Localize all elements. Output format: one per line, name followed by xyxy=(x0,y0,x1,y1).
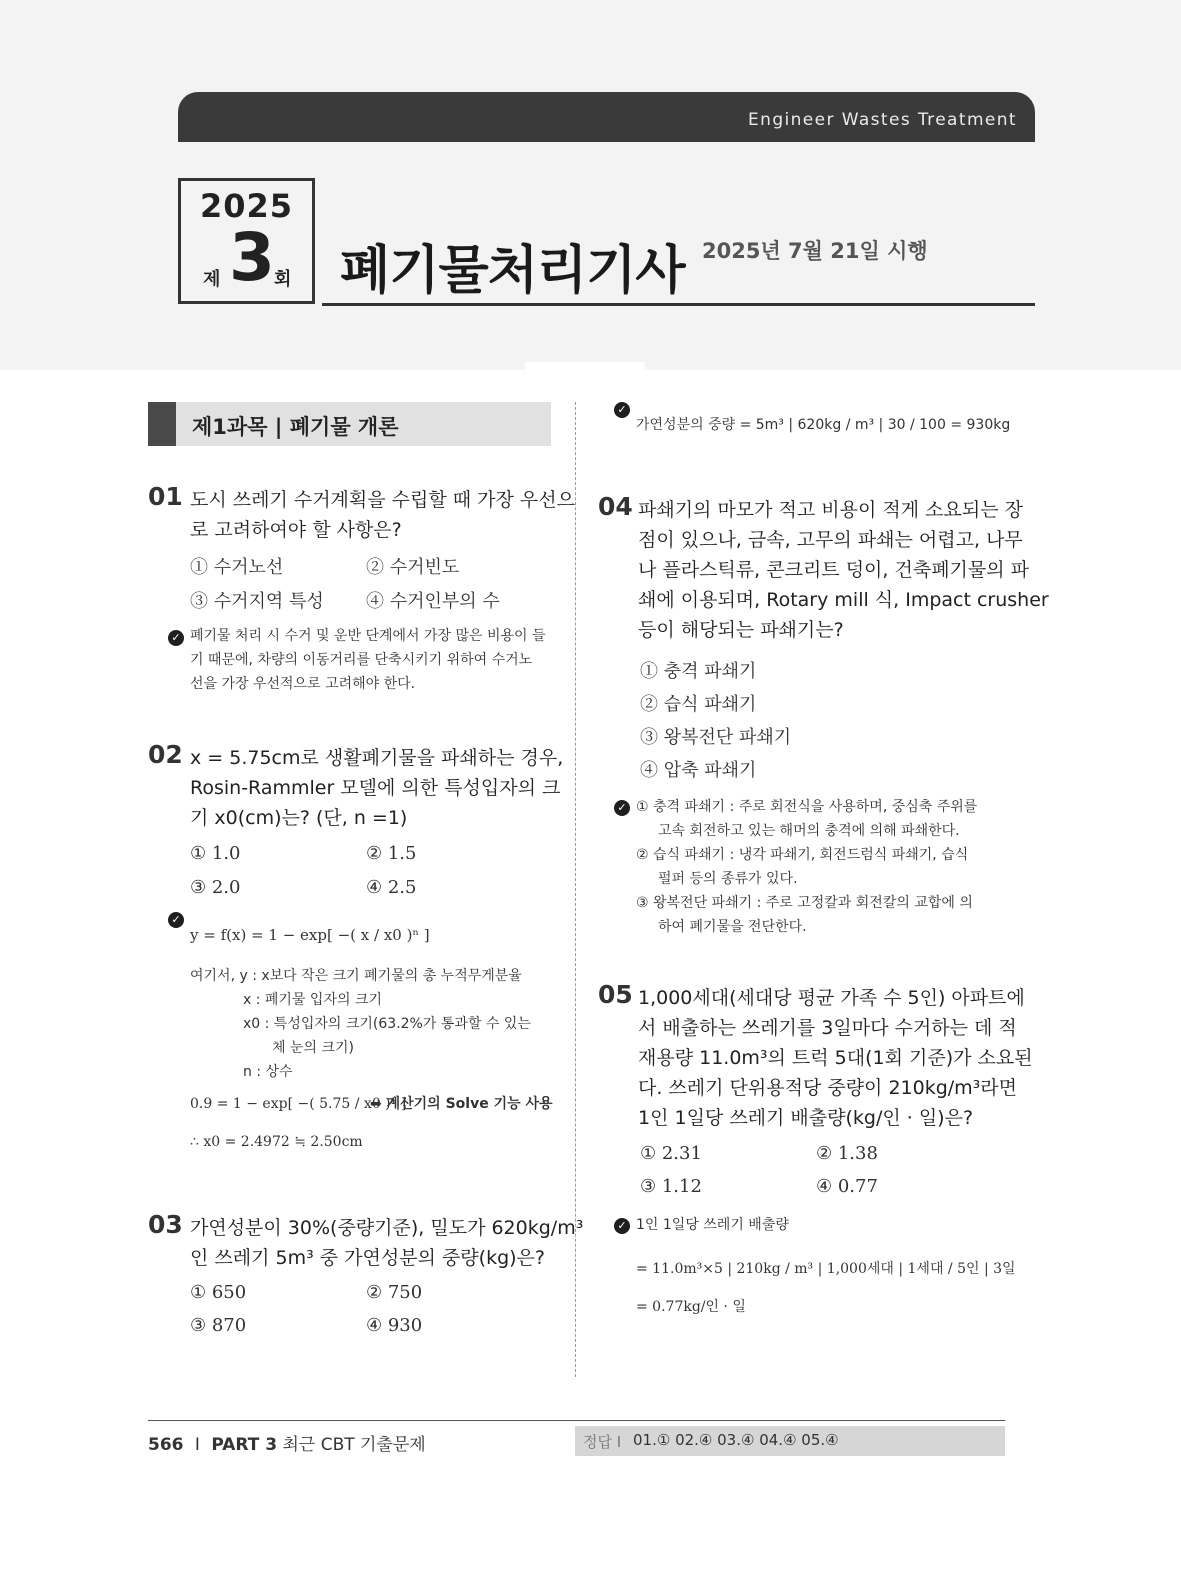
answer-option[interactable]: ③ 2.0 xyxy=(190,877,241,898)
answer-option[interactable]: ④ 0.77 xyxy=(816,1176,878,1197)
solve-note: ➡ 계산기의 Solve 기능 사용 xyxy=(370,1096,553,1112)
result: ∴ x0 = 2.4972 ≒ 2.50cm xyxy=(190,1134,363,1150)
explanation-line: 펄퍼 등의 종류가 있다. xyxy=(658,871,798,887)
answer-option[interactable]: ④ 압축 파쇄기 xyxy=(640,760,757,781)
definition-line: 체 눈의 크기) xyxy=(272,1040,354,1056)
part-label: PART 3 xyxy=(211,1435,278,1455)
answer-option[interactable]: ④ 2.5 xyxy=(366,877,417,898)
formula: 가연성분의 중량 = 5m³ | 620kg / m³ | 30 / 100 = 930kg xyxy=(636,417,1011,433)
answer-option[interactable]: ① 2.31 xyxy=(640,1143,702,1164)
question-text-line: 재용량 11.0m³의 트럭 5대(1회 기준)가 소요된 xyxy=(638,1047,1033,1069)
answer-option[interactable]: ③ 왕복전단 파쇄기 xyxy=(640,727,792,748)
answer-option[interactable]: ③ 수거지역 특성 xyxy=(190,591,324,612)
check-icon: ✓ xyxy=(168,912,184,928)
exam-suffix: 회 xyxy=(274,269,292,290)
check-icon: ✓ xyxy=(614,800,630,816)
question-text-line: 도시 쓰레기 수거계획을 수립할 때 가장 우선으 xyxy=(190,489,575,511)
exam-round-box xyxy=(178,178,315,304)
formula: = 11.0m³×5 | 210kg / m³ | 1,000세대 | 1세대 / 5인 | 3일 xyxy=(636,1261,1016,1277)
question-text-line: 1인 1일당 쓰레기 배출량(kg/인 · 일)은? xyxy=(638,1107,974,1129)
question-text-line: 가연성분이 30%(중량기준), 밀도가 620kg/m³ xyxy=(190,1217,584,1239)
footer-rule xyxy=(148,1420,1005,1421)
question-text-line: 기 x0(cm)는? (단, n =1) xyxy=(190,807,408,829)
section-title: 제1과목 | 폐기물 개론 xyxy=(192,415,399,439)
check-icon: ✓ xyxy=(614,1218,630,1234)
answer-option[interactable]: ① 충격 파쇄기 xyxy=(640,661,757,682)
question-number: 01 xyxy=(148,482,183,511)
answer-option[interactable]: ④ 수거인부의 수 xyxy=(366,591,500,612)
series-title: Engineer Wastes Treatment xyxy=(748,110,1017,130)
question-text-line: 서 배출하는 쓰레기를 3일마다 수거하는 데 적 xyxy=(638,1017,1017,1039)
question-text-line: 1,000세대(세대당 평균 가족 수 5인) 아파트에 xyxy=(638,987,1025,1009)
answer-option[interactable]: ③ 870 xyxy=(190,1315,247,1336)
check-icon: ✓ xyxy=(614,402,630,418)
explanation-line: ② 습식 파쇄기 : 냉각 파쇄기, 회전드럼식 파쇄기, 습식 xyxy=(636,847,969,863)
definition-line: n : 상수 xyxy=(243,1064,293,1080)
title-underline xyxy=(322,303,1035,306)
section-heading xyxy=(148,402,551,446)
page-number: 566 xyxy=(148,1435,184,1455)
answer-option[interactable]: ② 1.38 xyxy=(816,1143,878,1164)
explanation-line: ① 충격 파쇄기 : 주로 회전식을 사용하며, 중심축 주위를 xyxy=(636,799,978,815)
exam-year: 2025 xyxy=(199,187,294,225)
part-title: 최근 CBT 기출문제 xyxy=(282,1435,426,1455)
definition-line: x0 : 특성입자의 크기(63.2%가 통과할 수 있는 xyxy=(243,1016,531,1032)
result: = 0.77kg/인 · 일 xyxy=(636,1299,746,1315)
section-heading-bar xyxy=(148,402,176,446)
answer-option[interactable]: ② 1.5 xyxy=(366,843,417,864)
header-band-notch xyxy=(525,362,645,370)
question-text-line: 다. 쓰레기 단위용적당 중량이 210kg/m³라면 xyxy=(638,1077,1018,1099)
check-icon: ✓ xyxy=(168,630,184,646)
formula: y = f(x) = 1 − exp[ −( x / x0 )ⁿ ] xyxy=(190,926,430,944)
explanation-line: 선을 가장 우선적으로 고려해야 한다. xyxy=(190,676,416,692)
explanation-line: ③ 왕복전단 파쇄기 : 주로 고정칼과 회전칼의 교합에 의 xyxy=(636,895,973,911)
explanation-line: 고속 회전하고 있는 해머의 충격에 의해 파쇄한다. xyxy=(658,823,960,839)
answer-option[interactable]: ① 수거노선 xyxy=(190,557,284,578)
question-text-line: 파쇄기의 마모가 적고 비용이 적게 소요되는 장 xyxy=(638,499,1023,521)
question-number: 03 xyxy=(148,1210,183,1239)
exam-prefix: 제 xyxy=(203,269,221,290)
series-header-bar xyxy=(178,92,1035,142)
question-text-line: Rosin-Rammler 모델에 의한 특성입자의 크 xyxy=(190,777,561,799)
question-text-line: 인 쓰레기 5m³ 중 가연성분의 중량(kg)은? xyxy=(190,1247,545,1269)
exam-title: 폐기물처리기사 xyxy=(340,241,685,301)
question-text-line: 로 고려하여야 할 사항은? xyxy=(190,519,402,541)
question-text-line: 점이 있으나, 금속, 고무의 파쇄는 어렵고, 나무 xyxy=(638,529,1023,551)
footer-page-info xyxy=(148,1430,426,1455)
answer-option[interactable]: ③ 1.12 xyxy=(640,1176,702,1197)
answer-option[interactable]: ④ 930 xyxy=(366,1315,423,1336)
question-number: 02 xyxy=(148,740,183,769)
exam-date: 2025년 7월 21일 시행 xyxy=(702,239,928,263)
explanation-title: 1인 1일당 쓰레기 배출량 xyxy=(636,1217,789,1233)
question-text-line: x = 5.75cm로 생활폐기물을 파쇄하는 경우, xyxy=(190,747,564,769)
explanation-line: 기 때문에, 차량의 이동거리를 단축시키기 위하여 수거노 xyxy=(190,652,533,668)
explanation-line: 하여 폐기물을 전단한다. xyxy=(658,919,807,935)
question-number: 04 xyxy=(598,492,633,521)
footer-separator: I xyxy=(194,1435,200,1455)
question-text-line: 쇄에 이용되며, Rotary mill 식, Impact crusher xyxy=(638,589,1049,611)
answer-option[interactable]: ② 750 xyxy=(366,1282,423,1303)
question-text-line: 나 플라스틱류, 콘크리트 덩이, 건축폐기물의 파 xyxy=(638,559,1030,581)
question-text-line: 등이 해당되는 파쇄기는? xyxy=(638,619,844,641)
question-number: 05 xyxy=(598,980,633,1009)
explanation-line: 폐기물 처리 시 수거 및 운반 단계에서 가장 많은 비용이 들 xyxy=(190,628,546,644)
definition-line: 여기서, y : x보다 작은 크기 폐기물의 총 누적무게분율 xyxy=(190,968,522,984)
answer-option[interactable]: ② 습식 파쇄기 xyxy=(640,694,757,715)
answer-option[interactable]: ① 650 xyxy=(190,1282,247,1303)
answer-key-box xyxy=(575,1426,1005,1456)
definition-line: x : 폐기물 입자의 크기 xyxy=(243,992,382,1008)
solve-equation: 0.9 = 1 − exp[ −( 5.75 / x0 )¹ ] xyxy=(190,1096,407,1112)
answer-option[interactable]: ② 수거빈도 xyxy=(366,557,460,578)
answer-option[interactable]: ① 1.0 xyxy=(190,843,241,864)
exam-number: 3 xyxy=(229,219,275,296)
answer-key-label: 정답 I xyxy=(583,1433,622,1451)
answer-key-values: 01.① 02.④ 03.④ 04.④ 05.④ xyxy=(633,1431,839,1449)
